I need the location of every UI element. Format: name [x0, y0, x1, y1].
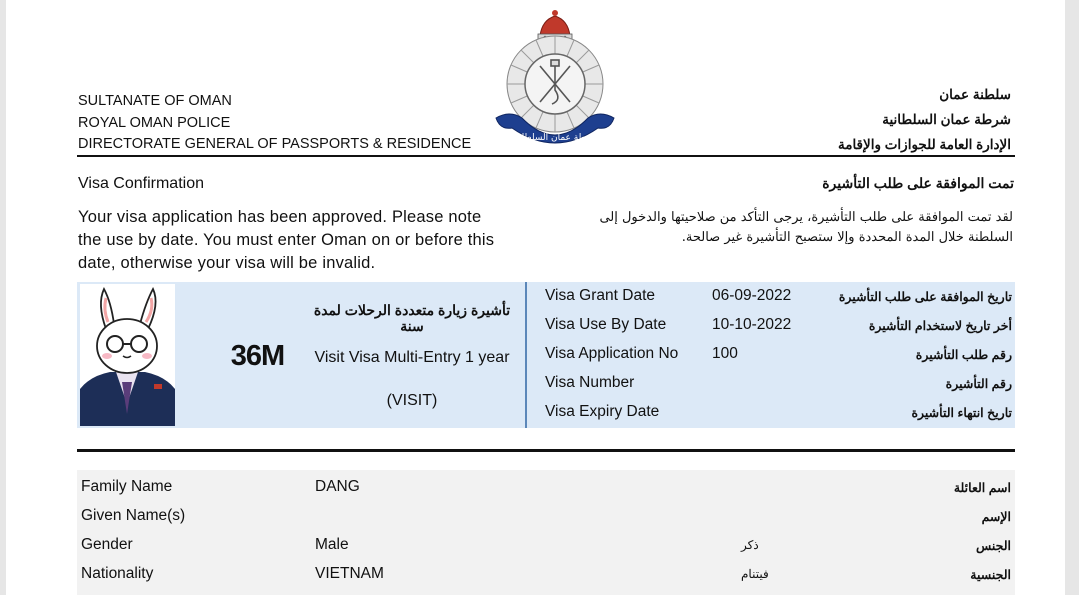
visa-grant-date-label: Visa Grant Date: [545, 287, 655, 304]
header-line-country: SULTANATE OF OMAN: [78, 93, 232, 109]
visa-use-by-date-label-arabic: أخر تاريخ لاستخدام التأشيرة: [868, 319, 1012, 333]
confirmation-title: Visa Confirmation: [78, 175, 204, 192]
visa-application-no-value: 100: [712, 345, 738, 362]
header-ar-line-country: سلطنة عمان: [939, 87, 1011, 102]
family-name-label: Family Name: [81, 478, 173, 495]
visa-category-code: (VISIT): [386, 392, 438, 409]
header-arabic: [838, 82, 1011, 157]
confirmation-title-arabic: تمت الموافقة على طلب التأشيرة: [822, 175, 1014, 191]
header-english: [78, 91, 471, 156]
royal-oman-police-emblem-icon: [490, 6, 620, 152]
visa-use-by-date-label: Visa Use By Date: [545, 316, 667, 333]
visa-grant-date-value: 06-09-2022: [712, 287, 792, 304]
family-name-label-arabic: اسم العائلة: [953, 481, 1011, 495]
nationality-value-arabic: فيتنام: [741, 567, 769, 581]
visa-number-row: [545, 371, 1015, 395]
nationality-label-arabic: الجنسية: [970, 568, 1011, 582]
header-ar-line-police: شرطة عمان السلطانية: [882, 112, 1011, 127]
visa-use-by-date-row: [545, 313, 1015, 337]
given-names-label: Given Name(s): [81, 507, 186, 524]
approval-message: Your visa application has been approved. Please note the use by date. You must enter Oman on or before this date, otherwise your visa will be invalid.: [78, 208, 495, 272]
header-line-police: ROYAL OMAN POLICE: [78, 114, 231, 131]
gender-label-arabic: الجنس: [975, 539, 1011, 553]
header-divider: [77, 155, 1015, 157]
visa-application-no-row: [545, 342, 1015, 366]
visa-type-arabic: تأشيرة زيارة متعددة الرحلات لمدة سنة: [313, 302, 511, 334]
gender-value: Male: [315, 536, 349, 553]
visa-grant-date-row: [545, 284, 1015, 308]
visa-application-no-label: Visa Application No: [545, 345, 679, 362]
visa-use-by-date-value: 10-10-2022: [712, 316, 792, 333]
applicant-photo-icon: [80, 284, 175, 426]
visa-grant-date-label-arabic: تاريخ الموافقة على طلب التأشيرة: [838, 290, 1012, 304]
given-names-label-arabic: الإسم: [981, 510, 1011, 524]
visa-type: Visit Visa Multi-Entry 1 year: [314, 349, 510, 366]
gender-label: Gender: [81, 536, 133, 553]
header-ar-line-directorate: الإدارة العامة للجوازات والإقامة: [837, 137, 1011, 152]
visa-number-label-arabic: رقم التأشيرة: [945, 377, 1012, 391]
personal-details-divider: [77, 449, 1015, 452]
visa-expiry-date-row: [545, 400, 1015, 424]
page-right-margin: [1065, 0, 1079, 595]
emblem-ribbon-text: شرطة عمان السلطانية: [511, 133, 599, 143]
visa-number-label: Visa Number: [545, 374, 635, 391]
visa-expiry-date-label-arabic: تاريخ انتهاء التأشيرة: [911, 406, 1012, 420]
nationality-label: Nationality: [81, 565, 154, 582]
family-name-value: DANG: [315, 478, 360, 495]
approval-message-arabic: لقد تمت الموافقة على طلب التأشيرة، يرجى التأكد من صلاحيتها والدخول إلى السلطنة خلال المدة المحددة وإلا ستصبح التأشيرة غير صالحة.: [599, 210, 1013, 245]
header-line-directorate: DIRECTORATE GENERAL OF PASSPORTS & RESIDENCE: [78, 136, 472, 152]
applicant-photo: [80, 284, 175, 426]
visa-application-no-label-arabic: رقم طلب التأشيرة: [915, 348, 1012, 362]
visa-panel-divider: [525, 282, 527, 428]
gender-row: [81, 531, 1013, 557]
visa-expiry-date-label: Visa Expiry Date: [545, 403, 660, 420]
page-left-margin: [0, 0, 6, 595]
gender-value-arabic: ذكر: [741, 538, 759, 552]
given-names-row: [81, 502, 1013, 528]
nationality-value: VIETNAM: [315, 565, 384, 582]
nationality-row: [81, 560, 1013, 586]
visa-duration: 36M: [230, 340, 285, 372]
family-name-row: [81, 473, 1013, 499]
